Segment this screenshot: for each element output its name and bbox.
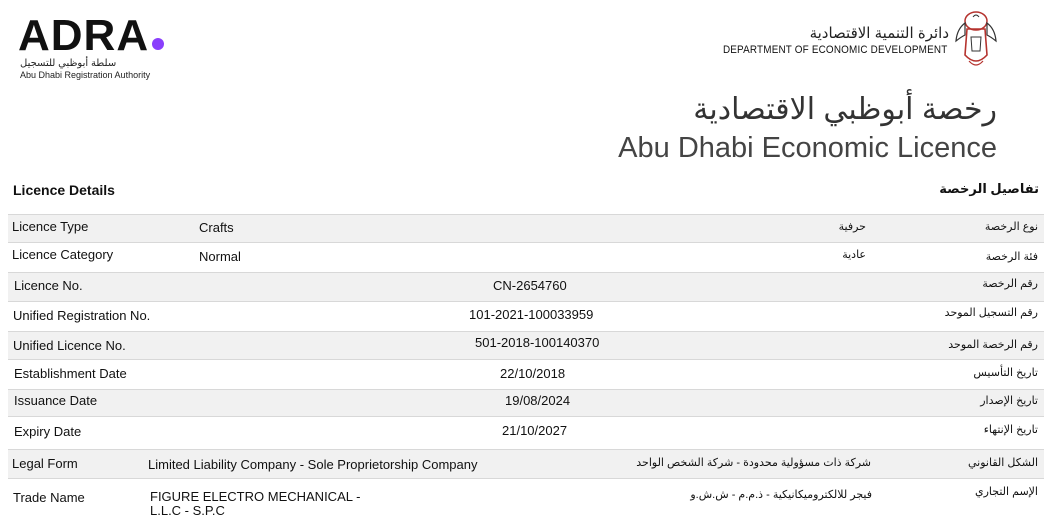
row-licence-category	[8, 242, 1044, 273]
row-label: Unified Licence No.	[13, 338, 126, 353]
row-label-arabic: تاريخ الإنتهاء	[983, 424, 1038, 436]
row-value-line-2: L.L.C - S.P.C	[150, 503, 225, 518]
section-title-english: Licence Details	[13, 182, 115, 198]
row-trade-name	[8, 479, 1044, 529]
section-title-arabic: تفاصيل الرخصة	[939, 181, 1039, 196]
abu-dhabi-emblem-icon	[953, 9, 999, 71]
row-value: 19/08/2024	[505, 393, 571, 408]
adra-logo-text: ADRA	[18, 11, 150, 60]
licence-title-english: Abu Dhabi Economic Licence	[618, 132, 997, 164]
row-licence-no	[8, 272, 1044, 302]
adra-arabic-name: سلطة أبوظبي للتسجيل	[20, 58, 117, 69]
row-establishment-date	[8, 359, 1044, 390]
row-label-arabic: تاريخ التأسيس	[973, 367, 1038, 379]
row-value: 22/10/2018	[500, 366, 566, 381]
row-value-line-1: FIGURE ELECTRO MECHANICAL -	[150, 489, 361, 504]
row-label: Licence Category	[12, 247, 114, 262]
row-label: Legal Form	[12, 456, 78, 471]
row-value: 101-2021-100033959	[469, 307, 594, 322]
row-issuance-date	[8, 389, 1044, 417]
row-value-arabic: شركة ذات مسؤولية محدودة - شركة الشخص الواحد	[636, 457, 871, 469]
row-label-arabic: رقم التسجيل الموحد	[944, 307, 1038, 319]
row-value: 21/10/2027	[502, 423, 568, 438]
row-label: Issuance Date	[14, 393, 98, 408]
row-label: Unified Registration No.	[13, 308, 151, 323]
row-label-arabic: فئة الرخصة	[985, 251, 1038, 263]
row-value-arabic: فيجر للالكتروميكانيكية - ذ.م.م - ش.ش.و	[690, 489, 872, 501]
licence-title-arabic: رخصة أبوظبي الاقتصادية	[693, 93, 997, 126]
row-label: Establishment Date	[14, 366, 127, 381]
row-value-arabic: عادية	[842, 249, 866, 261]
row-label: Licence Type	[12, 219, 89, 234]
row-label-arabic: رقم الرخصة	[982, 278, 1038, 290]
adra-english-name: Abu Dhabi Registration Authority	[20, 70, 151, 80]
row-licence-type	[8, 214, 1044, 243]
adra-logo	[18, 11, 164, 60]
row-label-arabic: الإسم التجاري	[974, 486, 1038, 498]
row-value: 501-2018-100140370	[475, 335, 600, 350]
row-value: CN-2654760	[493, 278, 567, 293]
ded-english-name: DEPARTMENT OF ECONOMIC DEVELOPMENT	[722, 44, 947, 56]
ded-arabic-name: دائرة التنمية الاقتصادية	[809, 25, 949, 42]
row-expiry-date	[8, 416, 1044, 450]
row-legal-form	[8, 449, 1044, 479]
row-unified-registration-no	[8, 301, 1044, 332]
row-value-arabic: حرفية	[838, 221, 866, 233]
row-label-arabic: نوع الرخصة	[984, 221, 1038, 233]
row-label-arabic: تاريخ الإصدار	[980, 395, 1038, 407]
row-value: Crafts	[199, 220, 234, 235]
row-label: Trade Name	[13, 490, 85, 505]
row-label-arabic: الشكل القانوني	[968, 457, 1038, 469]
row-label: Licence No.	[14, 278, 83, 293]
row-value: Limited Liability Company - Sole Proprietorship Company	[148, 457, 478, 472]
row-label: Expiry Date	[14, 424, 82, 439]
adra-logo-dot	[152, 38, 164, 50]
row-unified-licence-no	[8, 331, 1044, 360]
row-value: Normal	[199, 249, 241, 264]
row-label-arabic: رقم الرخصة الموحد	[948, 339, 1038, 351]
